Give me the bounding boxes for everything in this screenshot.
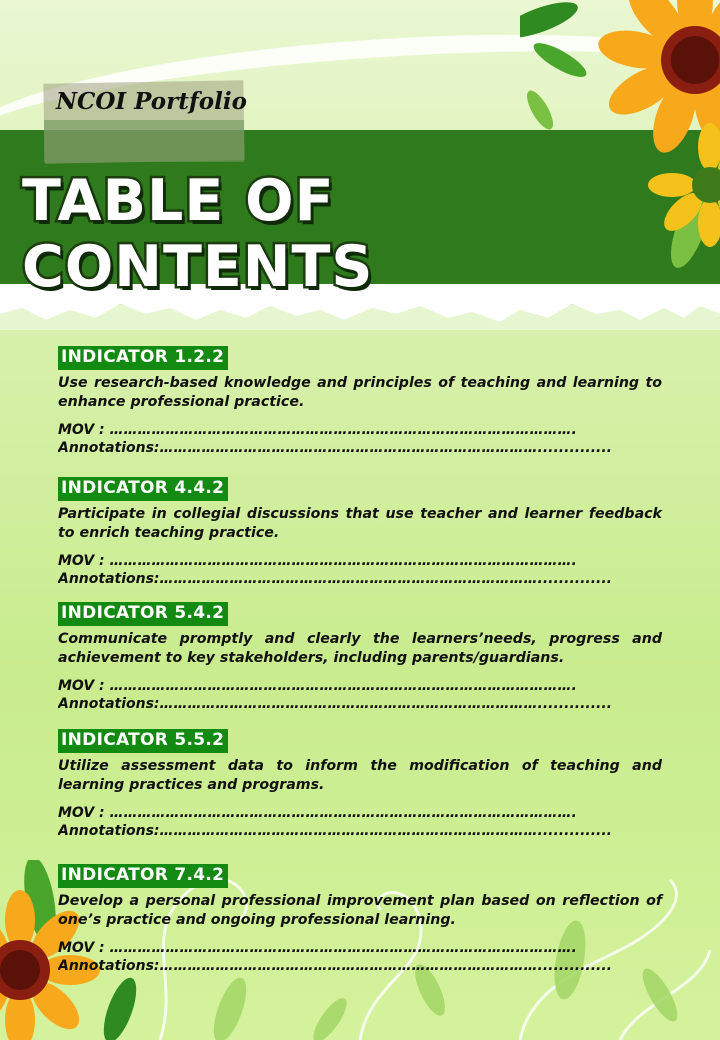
indicator-label: INDICATOR 5.4.2 [58, 602, 228, 626]
tape-strip-shadow [44, 120, 244, 162]
mov-line: MOV : ………………………………………………………………………………………. [58, 805, 577, 821]
indicator-description: Develop a personal professional improvement plan based on reflection of one’s practice and ongoing professional learning. [58, 893, 662, 928]
indicator-block-4 [58, 729, 662, 840]
indicator-block-2 [58, 477, 662, 588]
portfolio-title: NCOI Portfolio [56, 88, 247, 115]
annotations-line: Annotations:……………………………………………………………………….............. [58, 823, 612, 839]
indicator-label: INDICATOR 5.5.2 [58, 729, 228, 753]
annotations-line: Annotations:……………………………………………………………………….............. [58, 571, 612, 587]
table-of-contents-title: TABLE OF CONTENTS [22, 168, 374, 300]
annotations-line: Annotations:……………………………………………………………………….............. [58, 440, 612, 456]
indicator-description: Communicate promptly and clearly the learners’needs, progress and achievement to key stakeholders, including parents/guardians. [58, 631, 662, 666]
indicator-block-1 [58, 346, 662, 457]
indicator-description: Participate in collegial discussions that use teacher and learner feedback to enrich teaching practice. [58, 506, 662, 541]
mov-line: MOV : ………………………………………………………………………………………. [58, 422, 577, 438]
indicator-description: Use research-based knowledge and principles of teaching and learning to enhance professional practice. [58, 375, 662, 410]
mov-line: MOV : ………………………………………………………………………………………. [58, 678, 577, 694]
indicator-block-3 [58, 602, 662, 713]
indicator-label: INDICATOR 4.4.2 [58, 477, 228, 501]
mov-line: MOV : ………………………………………………………………………………………. [58, 553, 577, 569]
annotations-line: Annotations:……………………………………………………………………….............. [58, 958, 612, 974]
indicator-block-5 [58, 864, 662, 975]
indicator-description: Utilize assessment data to inform the modification of teaching and learning practices and programs. [58, 758, 662, 793]
indicator-label: INDICATOR 1.2.2 [58, 346, 228, 370]
mov-line: MOV : ………………………………………………………………………………………. [58, 940, 577, 956]
indicator-label: INDICATOR 7.4.2 [58, 864, 228, 888]
annotations-line: Annotations:……………………………………………………………………….............. [58, 696, 612, 712]
